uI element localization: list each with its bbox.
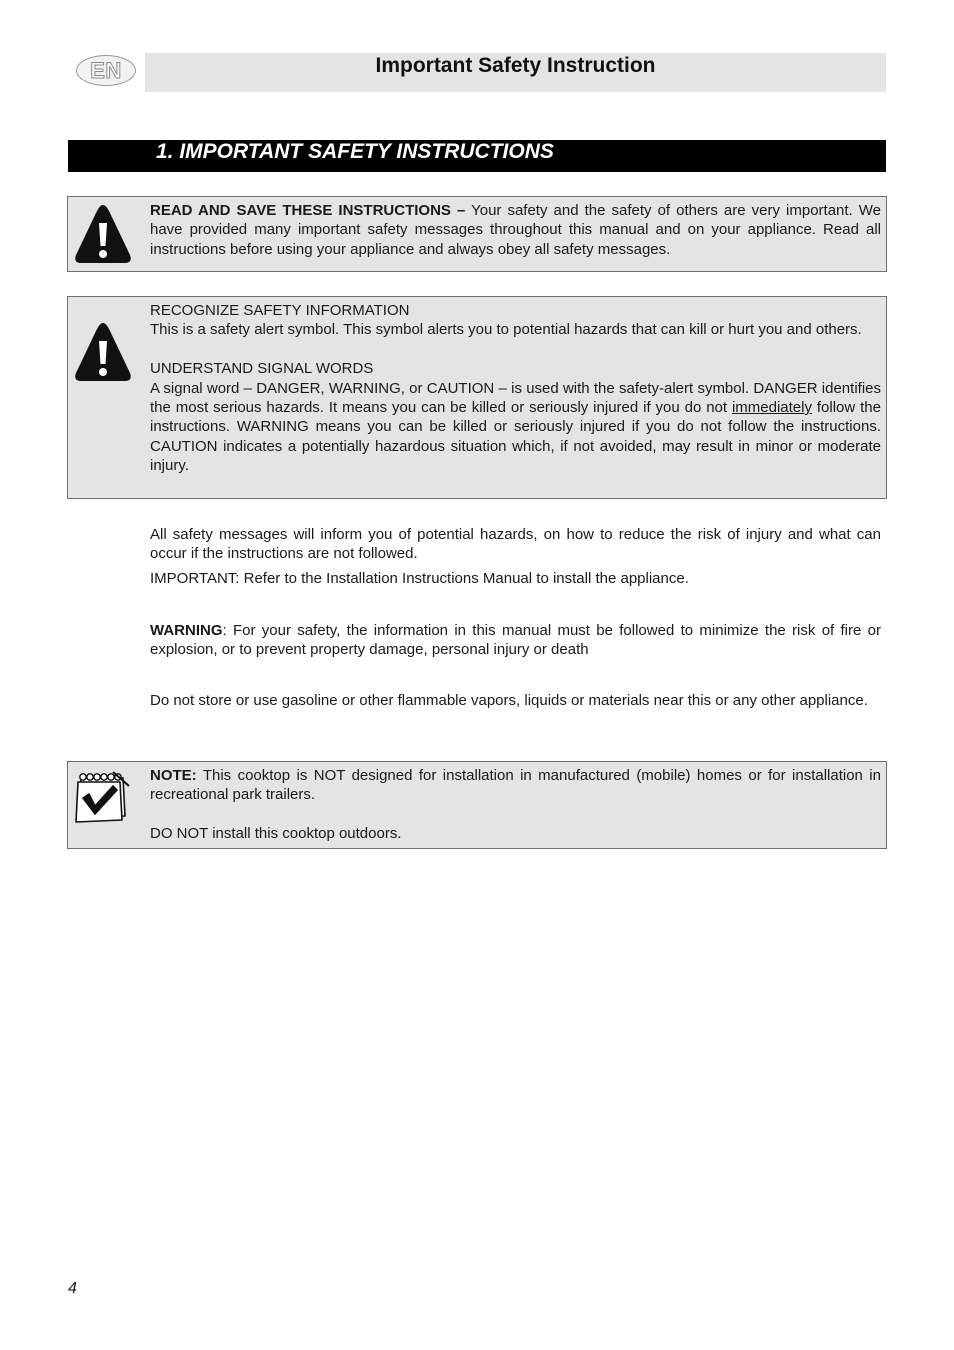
section-heading [68,140,886,172]
section-title: 1. IMPORTANT SAFETY INSTRUCTIONS [156,140,554,163]
read-save-text [150,201,881,259]
signal-words-paragraph: A signal word – DANGER, WARNING, or CAUTION – is used with the safety-alert symbol. DANGER identifies the most serious hazards. It means you can be killed or seriously injured if you do not immediately follow the instructions. WARNING means you can be killed or seriously injured if you do not follow the instructions. CAUTION indicates a potentially hazardous situation which, if not avoided, may result in minor or moderate injury. [150,379,881,475]
important-paragraph: IMPORTANT: Refer to the Installation Instructions Manual to install the appliance. [150,570,689,587]
page-number: 4 [68,1280,77,1297]
signal-words-heading: UNDERSTAND SIGNAL WORDS [150,360,374,378]
note-label: NOTE: [150,767,197,784]
outdoors-warning: DO NOT install this cooktop outdoors. [150,825,402,843]
page-header [145,53,886,92]
immediately-emphasis: immediately [731,399,812,417]
read-save-body: Your safety and the safety of others are very important. We have provided many important safety messages throughout this manual and on your appliance. Read all instructions before using your appliance and always obey all safety messages. [150,202,882,258]
all-messages-paragraph: All safety messages will inform you of potential hazards, on how to reduce the risk of injury and what can occur if the instructions are not followed. [150,526,881,563]
warning-paragraph: WARNING: For your safety, the information in this manual must be followed to minimize the risk of fire or explosion, or to prevent property damage, personal injury or death [150,622,881,659]
gasoline-paragraph: Do not store or use gasoline or other flammable vapors, liquids or materials near this or any other appliance. [150,692,868,709]
warning-triangle-icon [73,203,133,265]
note-box [67,761,887,849]
language-badge [76,55,136,86]
notepad-check-icon [73,768,131,824]
recognize-safety-text [150,301,881,476]
language-badge-label: EN [90,57,122,83]
warning-triangle-icon [73,321,133,383]
read-save-box [67,196,887,272]
read-save-lead: READ AND SAVE THESE INSTRUCTIONS – [150,202,466,219]
page-header-title: Important Safety Instruction [375,54,656,77]
recognize-heading: RECOGNIZE SAFETY INFORMATION [150,302,410,319]
recognize-paragraph: This is a safety alert symbol. This symbol alerts you to potential hazards that can kill or hurt you and others. [150,321,862,339]
recognize-safety-box [67,296,887,499]
warning-label: WARNING [150,622,223,639]
note-text: NOTE: This cooktop is NOT designed for installation in manufactured (mobile) homes or for installation in recreational park trailers. DO NOT install this cooktop outdoors. [150,767,881,843]
